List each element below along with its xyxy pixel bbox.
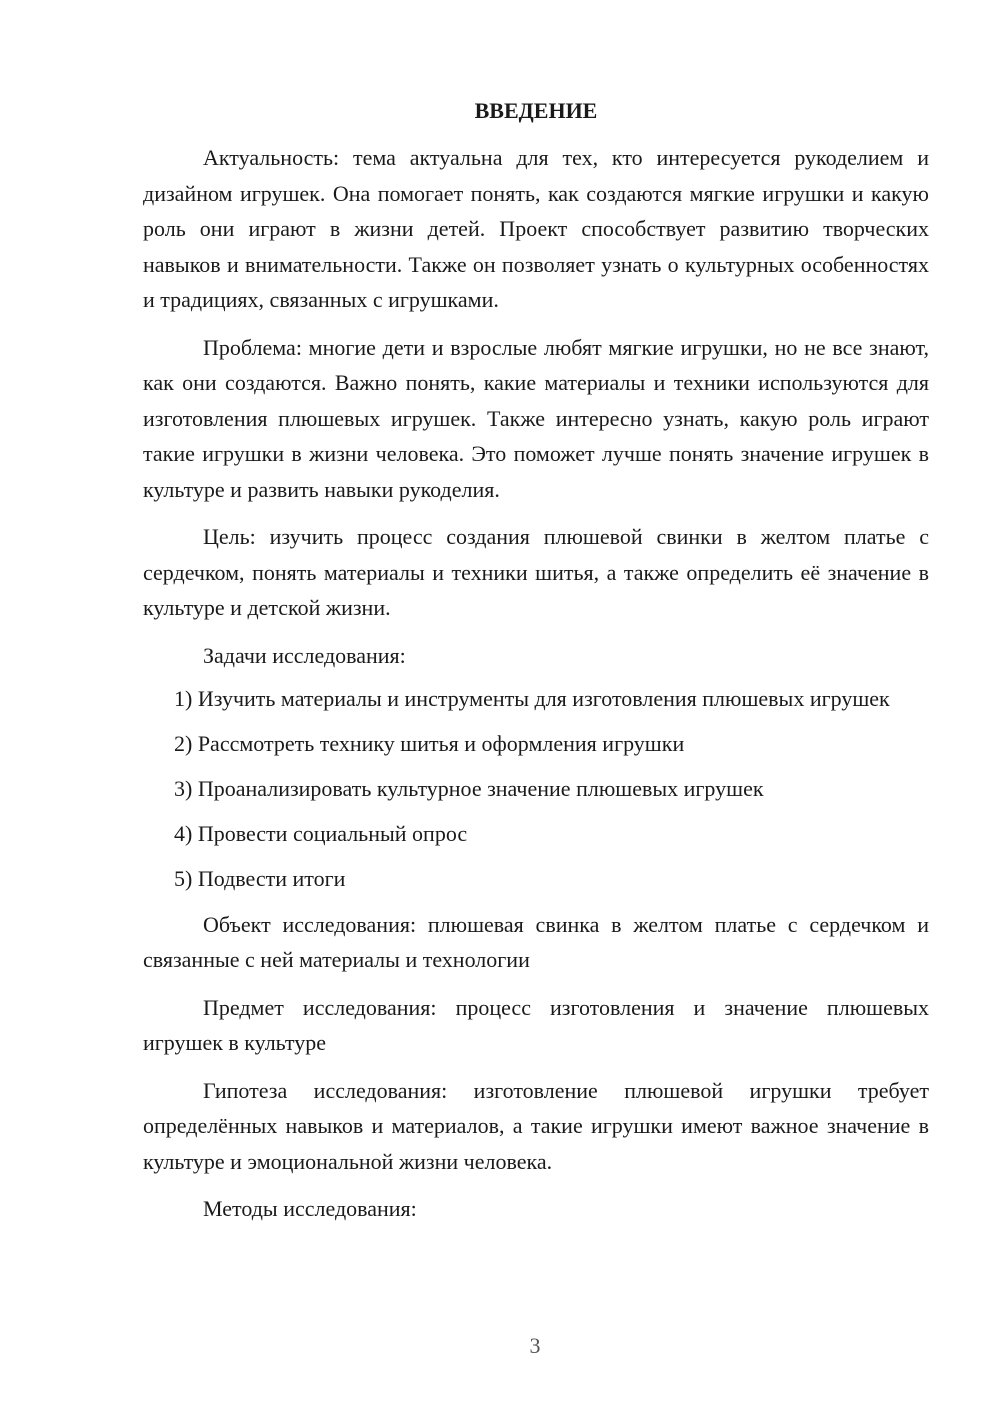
paragraph-relevance: Актуальность: тема актуальна для тех, кто интересуется рукоделием и дизайном игрушек. Она помогает понять, как создаются мягкие игрушки и какую роль они играют в жизни детей. Проект способствует развитию творческих навыков и внимательности. Также он позволяет узнать о культурных особенностях и традициях, связанных с игрушками. — [143, 145, 929, 312]
task-item-5: 5) Подвести итоги — [174, 866, 346, 891]
page-number: 3 — [529, 1333, 541, 1358]
paragraph-object: Объект исследования: плюшевая свинка в желтом платье с сердечком и связанные с ней материалы и технологии — [143, 911, 929, 972]
page-content — [143, 96, 929, 1239]
paragraph-problem: Проблема: многие дети и взрослые любят мягкие игрушки, но не все знают, как они создаются. Важно понять, какие материалы и техники используются для изготовления плюшевых игрушек. Также интересно узнать, какую роль играют такие игрушки в жизни человека. Это поможет лучше понять значение игрушек в культуре и развить навыки рукоделия. — [143, 334, 929, 502]
paragraph-subject: Предмет исследования: процесс изготовления и значение плюшевых игрушек в культуре — [143, 994, 929, 1055]
paragraph-hypothesis: Гипотеза исследования: изготовление плюшевой игрушки требует определённых навыков и материалов, а такие игрушки имеют важное значение в культуре и эмоциональной жизни человека. — [143, 1077, 929, 1174]
page-title: ВВЕДЕНИЕ — [474, 98, 598, 123]
task-item-4: 4) Провести социальный опрос — [174, 821, 468, 846]
task-item-2: 2) Рассмотреть технику шитья и оформления игрушки — [174, 731, 685, 756]
methods-heading: Методы исследования: — [203, 1196, 417, 1221]
tasks-heading: Задачи исследования: — [203, 642, 406, 668]
task-item-1: 1) Изучить материалы и инструменты для изготовления плюшевых игрушек — [174, 686, 890, 711]
task-item-3: 3) Проанализировать культурное значение плюшевых игрушек — [174, 776, 764, 801]
paragraph-goal: Цель: изучить процесс создания плюшевой свинки в желтом платье с сердечком, понять материалы и техники шитья, а также определить её значение в культуре и детской жизни. — [143, 524, 929, 620]
